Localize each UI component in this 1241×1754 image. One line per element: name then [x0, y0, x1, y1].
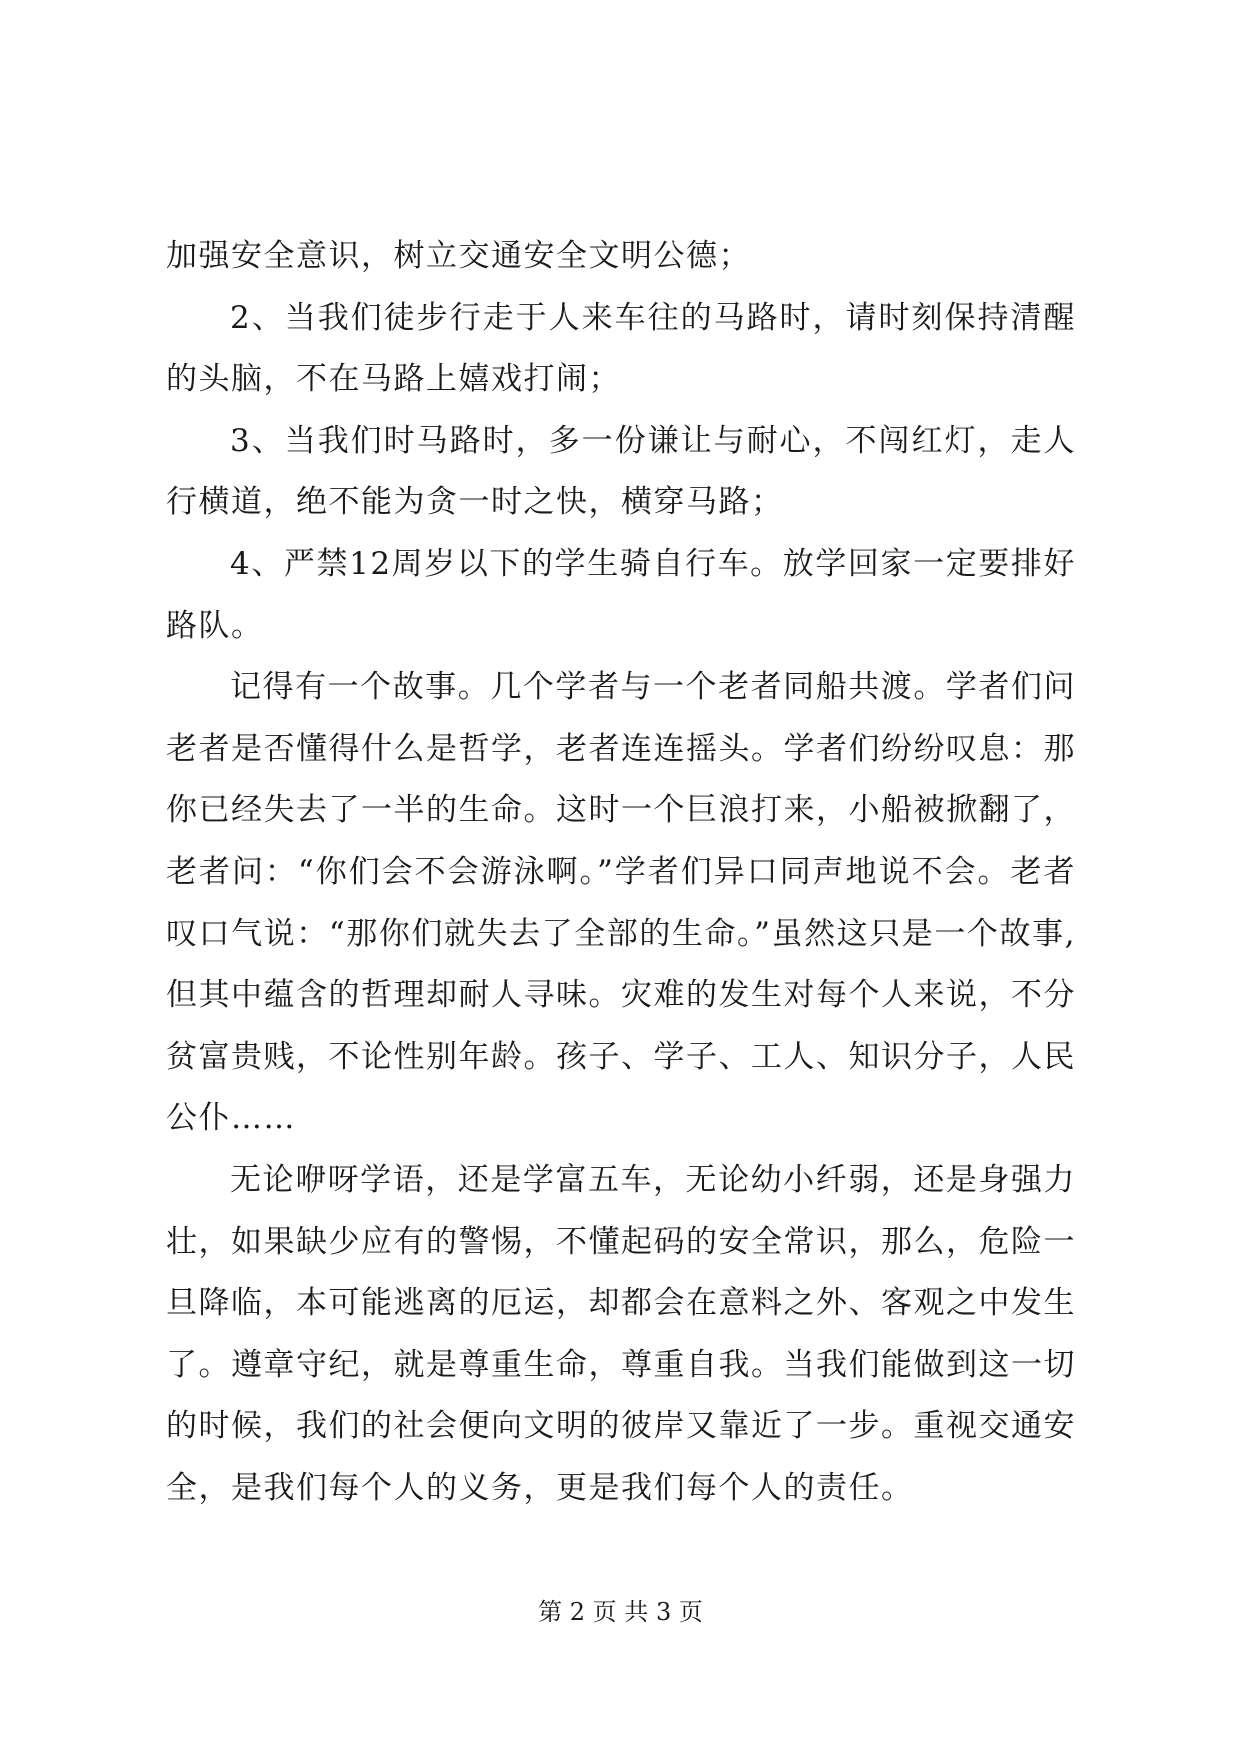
paragraph: 2、当我们徒步行走于人来车往的马路时，请时刻保持清醒的头脑，不在马路上嬉戏打闹； — [166, 299, 1076, 398]
paragraph: 加强安全意识，树立交通安全文明公德； — [166, 238, 751, 274]
paragraph: 4、严禁12周岁以下的学生骑自行车。放学回家一定要排好路队。 — [166, 545, 1076, 644]
paragraph: 记得有一个故事。几个学者与一个老者同船共渡。学者们问老者是否懂得什么是哲学，老者连连摇头。学者们纷纷叹息：那你已经失去了一半的生命。这时一个巨浪打来，小船被掀翻了，老者问：“你们会不会游泳啊。”学者们异口同声地说不会。老者叹口气说：“那你们就失去了全部的生命。”虽然这只是一个故事,但其中蕴含的哲理却耐人寻味。灾难的发生对每个人来说，不分贫富贵贱，不论性别年龄。孩子、学子、工人、知识分子，人民公仆…… — [166, 669, 1076, 1137]
page-number-footer: 第 2 页 共 3 页 — [538, 1598, 703, 1626]
paragraph: 无论咿呀学语，还是学富五车，无论幼小纤弱，还是身强力壮，如果缺少应有的警惕，不懂起码的安全常识，那么，危险一旦降临，本可能逃离的厄运，却都会在意料之外、客观之中发生了。遵章守纪，就是尊重生命，尊重自我。当我们能做到这一切的时候，我们的社会便向文明的彼岸又靠近了一步。重视交通安全，是我们每个人的义务，更是我们每个人的责任。 — [166, 1161, 1076, 1506]
paragraph: 3、当我们时马路时，多一份谦让与耐心，不闯红灯，走人行横道，绝不能为贪一时之快，横穿马路； — [166, 422, 1076, 521]
document-body — [166, 226, 1076, 1519]
